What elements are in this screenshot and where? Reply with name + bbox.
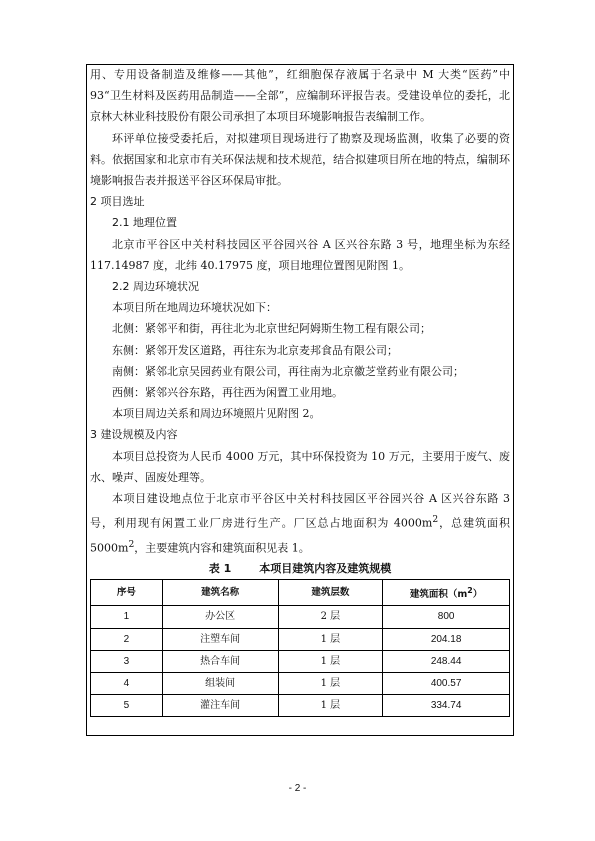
surroundings-intro: 本项目所在地周边环境状况如下：	[112, 301, 277, 315]
intro-paragraph-1: 用、专用设备制造及维修——其他”，红细胞保存液属于名录中 M 大类“医药”中 93“卫生材料及医药用品制造——全部”，应编制环评报告表。受建设单位的委托，北京林大林业科技股份有限公司承担了本项目环境影响报告表编制工作。	[90, 68, 510, 124]
cell-name: 组装间	[162, 672, 278, 694]
site-text-a: 本项目建设地点位于北京市平谷区中关村科技园区平谷园兴谷 A 区兴谷东路 3 号，利用现有闲置工业厂房进行生产。厂区总占地面积为 4000m	[90, 492, 510, 530]
section-3-heading: 3 建设规模及内容	[90, 428, 178, 442]
site-text-c: ，主要建筑内容和建筑面积见表 1。	[134, 541, 310, 555]
location-paragraph: 北京市平谷区中关村科技园区平谷园兴谷 A 区兴谷东路 3 号，地理坐标为东经 117.14987 度，北纬 40.17975 度，项目地理位置图见附图 1。	[90, 237, 510, 272]
surroundings-south: 南侧：紧邻北京吴园药业有限公司，再往南为北京徽芝堂药业有限公司；	[112, 364, 464, 378]
surroundings-closing: 本项目周边关系和周边环境照片见附图 2。	[112, 407, 321, 421]
cell-no: 3	[91, 650, 163, 672]
building-table	[90, 579, 510, 717]
cell-no: 4	[91, 672, 163, 694]
cell-floors: 1 层	[278, 672, 383, 694]
site-sup-1: 2	[432, 514, 439, 526]
cell-area: 248.44	[383, 650, 510, 672]
cell-area: 334.74	[383, 695, 510, 717]
section-2-1-heading: 2.1 地理位置	[112, 216, 177, 230]
table-row	[91, 695, 510, 717]
cell-name: 灌注车间	[162, 695, 278, 717]
cell-floors: 2 层	[278, 606, 383, 628]
section-2-2-heading: 2.2 周边环境状况	[112, 280, 199, 294]
cell-name: 注塑车间	[162, 628, 278, 650]
table-header-row	[91, 579, 510, 605]
cell-area: 800	[383, 606, 510, 628]
table-1-caption	[90, 559, 510, 579]
cell-no: 2	[91, 628, 163, 650]
header-floors: 建筑层数	[278, 579, 383, 605]
investment-paragraph: 本项目总投资为人民币 4000 万元，其中环保投资为 10 万元，主要用于废气、废水、噪声、固废处理等。	[90, 449, 510, 484]
document-body	[90, 64, 510, 717]
header-area-close: ）	[472, 589, 483, 601]
header-no: 序号	[91, 579, 163, 605]
cell-floors: 1 层	[278, 628, 383, 650]
header-area	[383, 579, 510, 605]
cell-area: 204.18	[383, 628, 510, 650]
surroundings-west: 西侧：紧邻兴谷东路，再往西为闲置工业用地。	[112, 386, 343, 400]
site-sup-2: 2	[128, 539, 135, 551]
table-row	[91, 606, 510, 628]
surroundings-north: 北侧：紧邻平和街，再往北为北京世纪阿姆斯生物工程有限公司；	[112, 322, 431, 336]
surroundings-east: 东侧：紧邻开发区道路，再往东为北京麦邦食品有限公司；	[112, 343, 398, 357]
table-row	[91, 672, 510, 694]
cell-name: 热合车间	[162, 650, 278, 672]
cell-no: 5	[91, 695, 163, 717]
table-1-number: 表 1	[208, 561, 232, 575]
table-row	[91, 628, 510, 650]
table-row	[91, 650, 510, 672]
header-area-text: 建筑面积（m	[409, 589, 468, 601]
page-number: - 2 -	[288, 783, 307, 794]
cell-floors: 1 层	[278, 695, 383, 717]
table-1-title: 本项目建筑内容及建筑规模	[259, 561, 392, 575]
cell-floors: 1 层	[278, 650, 383, 672]
section-2-heading: 2 项目选址	[90, 195, 145, 209]
cell-name: 办公区	[162, 606, 278, 628]
header-area-sup: 2	[467, 585, 473, 595]
header-name: 建筑名称	[162, 579, 278, 605]
site-text-b: ，总建筑面积 5000m	[90, 516, 510, 555]
cell-no: 1	[91, 606, 163, 628]
site-paragraph	[90, 488, 510, 559]
cell-area: 400.57	[383, 672, 510, 694]
intro-paragraph-2: 环评单位接受委托后，对拟建项目现场进行了勘察及现场监测，收集了必要的资料。依据国家和北京市有关环保法规和技术规范，结合拟建项目所在地的特点，编制环境影响报告表并报送平谷区环保局审批。	[90, 131, 510, 188]
